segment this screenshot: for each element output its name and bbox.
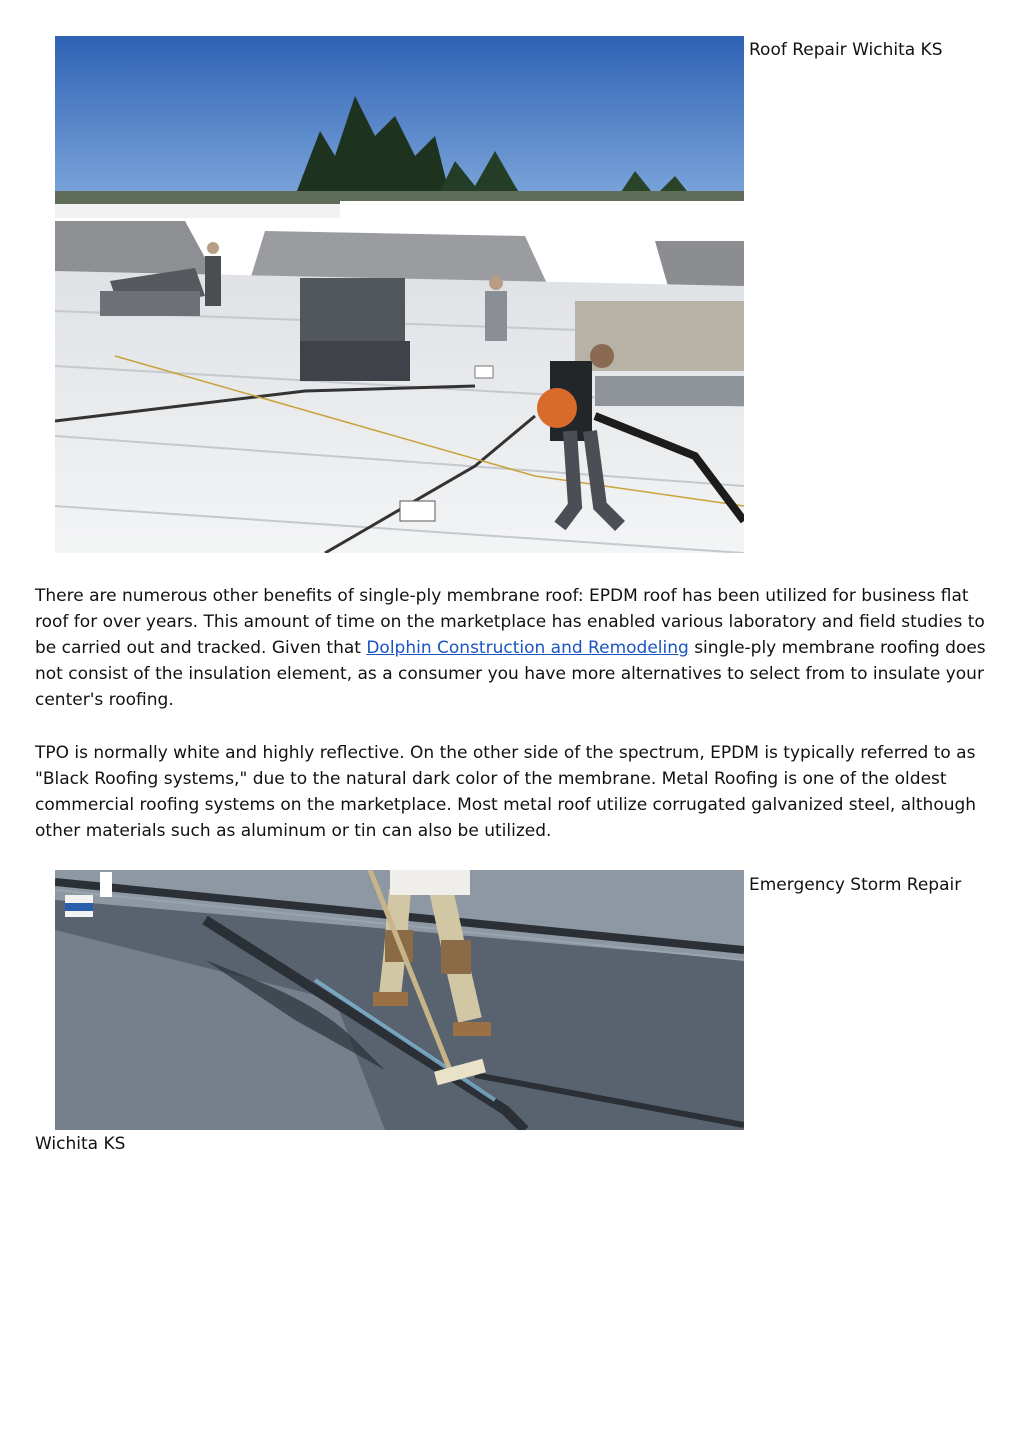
photo-caption: Roof Repair Wichita KS bbox=[749, 40, 943, 60]
photo-caption: Emergency Storm Repair bbox=[749, 875, 962, 895]
body-paragraph bbox=[35, 583, 993, 713]
paragraph-text: single-ply membrane roofing does not consist of the insulation element, as a consumer you have more alternatives to select from to insulate your center's roofing. bbox=[35, 638, 986, 710]
paragraph-text: There are numerous other benefits of single-ply membrane roof: EPDM roof has been utilized for business flat roof for over years. This amount of time on the marketplace has enabled various laboratory and field studies to be carried out and tracked. Given that bbox=[35, 586, 985, 658]
photo-caption-continued: Wichita KS bbox=[35, 1134, 126, 1154]
roof-repair-photo bbox=[55, 36, 744, 553]
storm-repair-photo bbox=[55, 870, 744, 1130]
roof-repair-image bbox=[55, 36, 744, 553]
body-paragraph: TPO is normally white and highly reflective. On the other side of the spectrum, EPDM is typically referred to as "Black Roofing systems," due to the natural dark color of the membrane. Metal Roofing is one of the oldest commercial roofing systems on the marketplace. Most metal roof utilize corrugated galvanized steel, although other materials such as aluminum or tin can also be utilized. bbox=[35, 743, 977, 841]
dolphin-construction-link[interactable]: Dolphin Construction and Remodeling bbox=[366, 638, 689, 658]
storm-repair-image bbox=[55, 870, 744, 1130]
